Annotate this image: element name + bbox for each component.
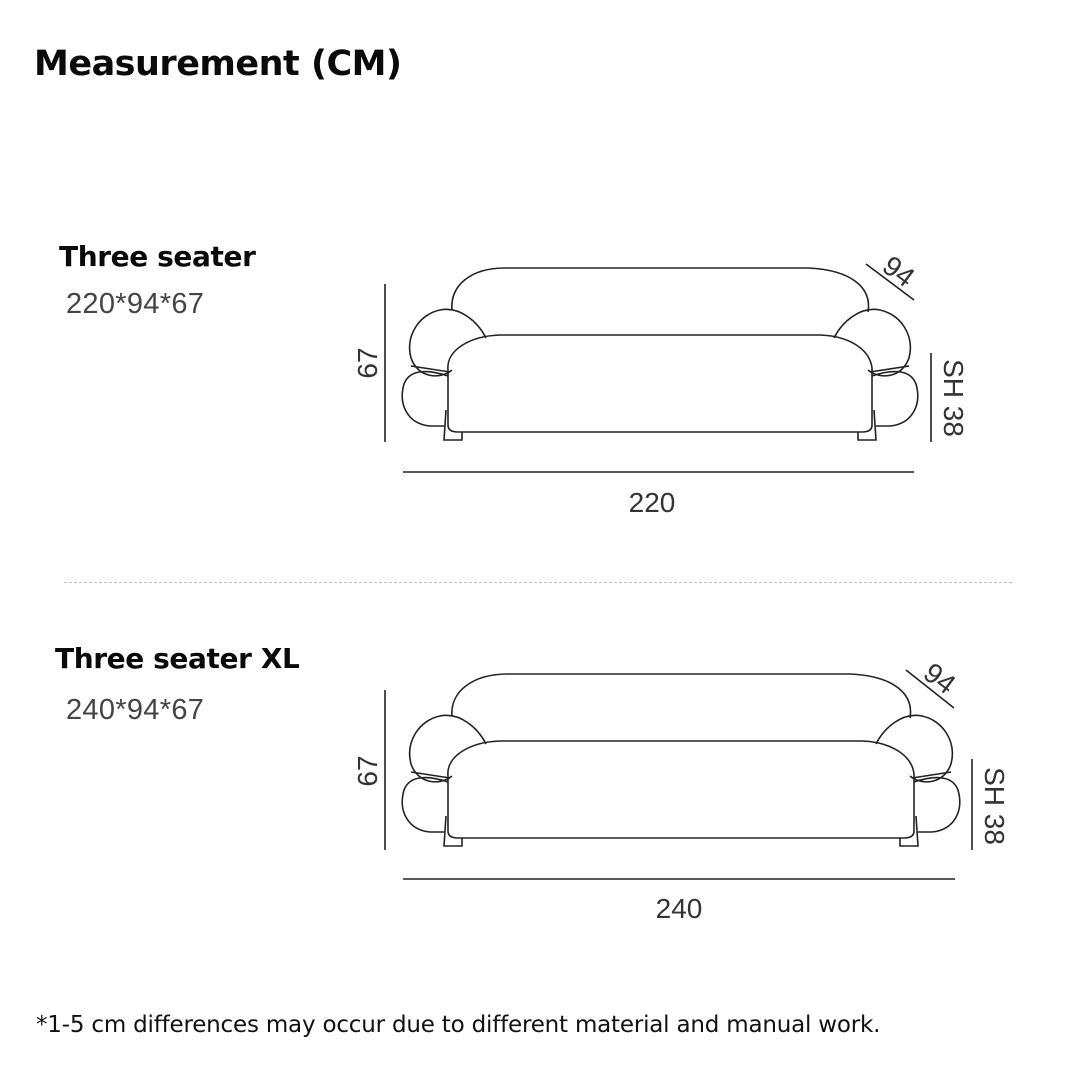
dimension-lines bbox=[385, 264, 931, 472]
footnote: *1-5 cm differences may occur due to different material and manual work. bbox=[36, 1012, 881, 1038]
height-label: 67 bbox=[352, 755, 383, 787]
page-title: Measurement (CM) bbox=[34, 44, 402, 84]
seat-height-label: SH 38 bbox=[979, 767, 1010, 845]
depth-label: 94 bbox=[917, 656, 962, 701]
height-label: 67 bbox=[352, 347, 383, 379]
model-dimensions: 220*94*67 bbox=[66, 288, 205, 320]
model-section-three-seater-xl bbox=[0, 606, 1080, 996]
model-section-three-seater bbox=[0, 200, 1080, 590]
dimension-lines bbox=[385, 670, 972, 879]
seat-height-label: SH 38 bbox=[938, 359, 969, 437]
width-label: 240 bbox=[655, 893, 703, 924]
model-name: Three seater XL bbox=[55, 642, 300, 675]
sofa-outline bbox=[402, 674, 959, 846]
sofa-dimension-drawing bbox=[0, 200, 1080, 590]
depth-label: 94 bbox=[876, 249, 921, 294]
model-dimensions: 240*94*67 bbox=[66, 694, 205, 726]
sofa-outline bbox=[402, 268, 917, 440]
section-divider bbox=[64, 582, 1012, 583]
model-name: Three seater bbox=[59, 240, 256, 273]
width-label: 220 bbox=[628, 487, 676, 518]
sofa-dimension-drawing bbox=[0, 606, 1080, 996]
